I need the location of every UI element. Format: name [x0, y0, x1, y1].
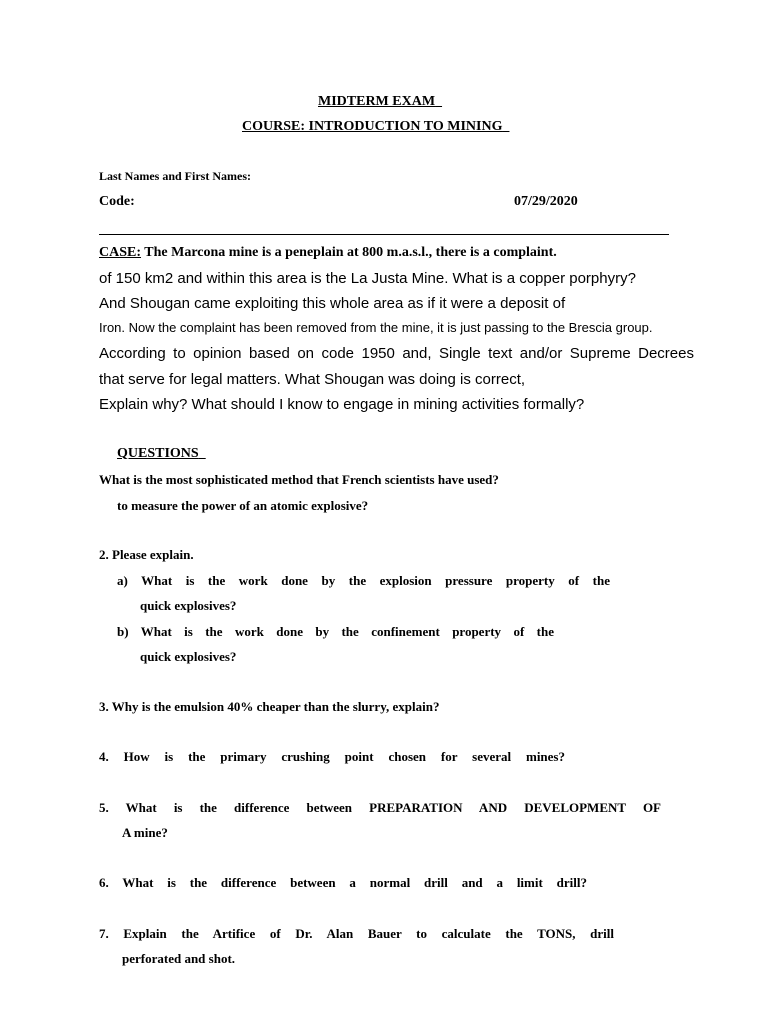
question-3: 3. Why is the emulsion 40% cheaper than the slurry, explain? — [99, 699, 440, 714]
question-2b-line-2: quick explosives? — [140, 649, 237, 664]
question-5-line-2: A mine? — [122, 825, 168, 840]
question-7-line-2: perforated and shot. — [122, 951, 236, 966]
case-line-7: Explain why? What should I know to engage in mining activities formally? — [99, 396, 585, 413]
question-4: 4. How is the primary crushing point chosen for several mines? — [99, 749, 565, 764]
question-2a-line-2: quick explosives? — [140, 598, 237, 613]
exam-date: 07/29/2020 — [514, 194, 578, 209]
case-line-6: that serve for legal matters. What Shougan was doing is correct, — [99, 371, 526, 388]
question-2: 2. Please explain. — [99, 547, 194, 562]
code-label: Code: — [99, 194, 135, 209]
question-1-line-2: to measure the power of an atomic explosive? — [117, 498, 369, 513]
case-line-5: According to opinion based on code 1950 and, Single text and/or Supreme Decrees — [99, 345, 694, 362]
question-2b-line-1: b) What is the work done by the confinement property of the — [117, 624, 554, 639]
case-line-1: CASE: The Marcona mine is a peneplain at 800 m.a.s.l., there is a complaint. — [99, 245, 557, 260]
names-label: Last Names and First Names: — [99, 169, 251, 183]
question-2a-line-1: a) What is the work done by the explosion pressure property of the — [117, 573, 610, 588]
question-1-line-1: What is the most sophisticated method that French scientists have used? — [99, 472, 499, 487]
question-7-line-1: 7. Explain the Artifice of Dr. Alan Bauer to calculate the TONS, drill — [99, 926, 614, 941]
exam-title: MIDTERM EXAM — [318, 94, 436, 109]
case-label: CASE: — [99, 245, 142, 260]
questions-heading: QUESTIONS — [117, 446, 199, 461]
case-line-4: Iron. Now the complaint has been removed from the mine, it is just passing to the Brescia group. — [99, 320, 653, 335]
question-6: 6. What is the difference between a normal drill and a limit drill? — [99, 875, 587, 890]
course-title: COURSE: INTRODUCTION TO MINING — [242, 119, 503, 134]
case-line-3: And Shougan came exploiting this whole area as if it were a deposit of — [99, 295, 566, 312]
separator-line — [99, 234, 669, 235]
case-line-2: of 150 km2 and within this area is the La Justa Mine. What is a copper porphyry? — [99, 270, 636, 287]
question-5-line-1: 5. What is the difference between PREPARATION AND DEVELOPMENT OF — [99, 800, 661, 815]
